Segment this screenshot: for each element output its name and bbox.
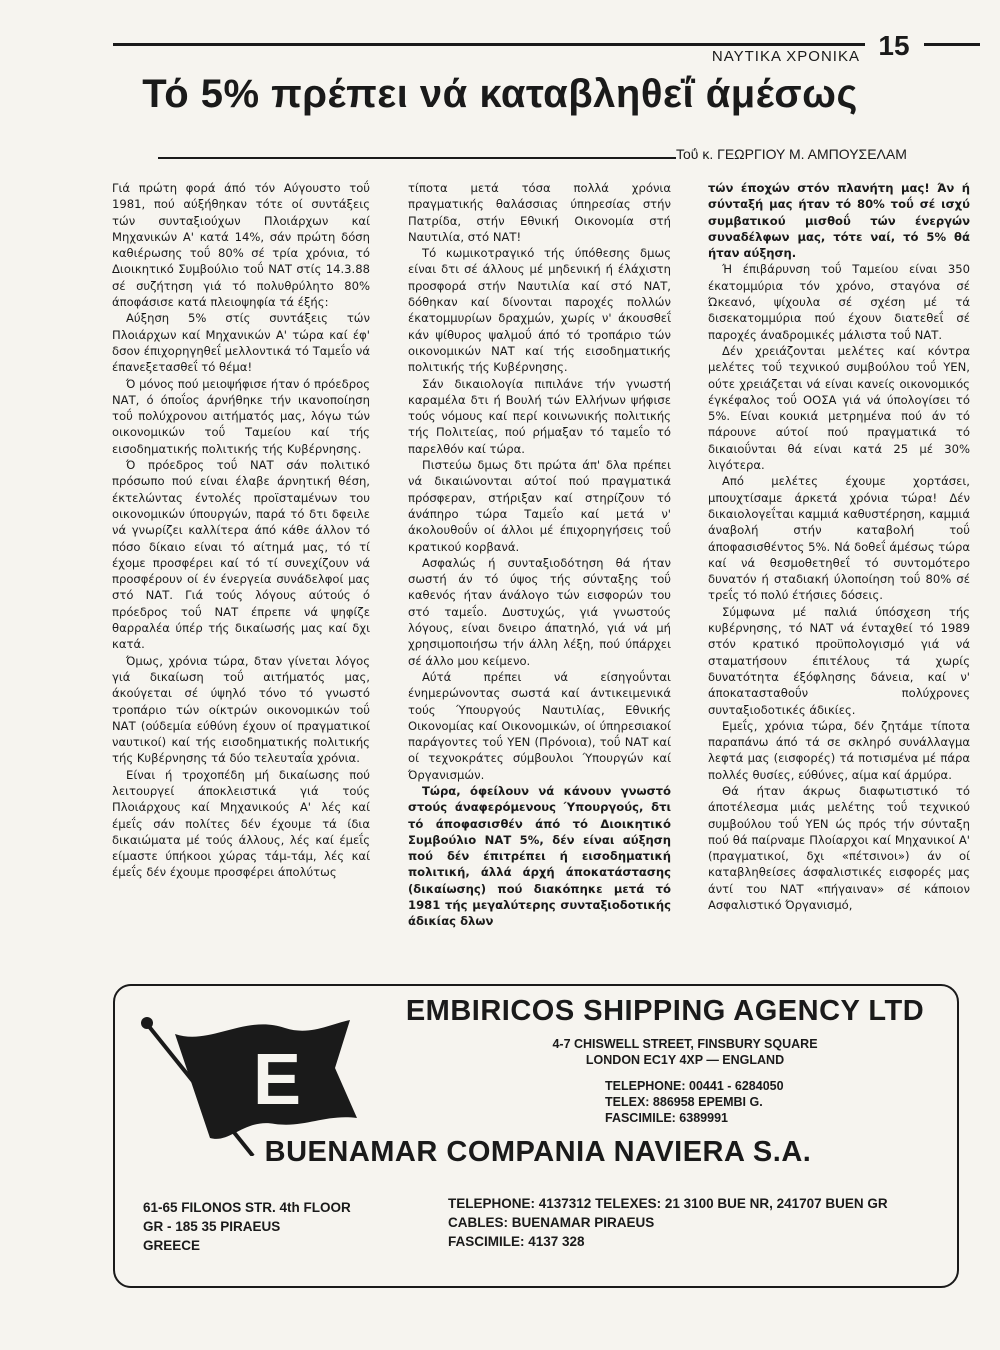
header-rule-left xyxy=(113,43,865,46)
ad-london-address xyxy=(505,1036,865,1068)
paragraph: Είναι ή τροχοπέδη μή δικαίωσης πού λειτουργεί άποκλειστικά γιά τούς Πλοιάρχους καί Μηχανικούς Α' λές καί έμεΐς σάν πολίτες δέν έχουμε τά ίδια δικαιώματα μέ τούς άλλους, λές καί έμεΐς είμαστε ύπήκοοι χώρας τάμ-τάμ, λές καί έμεΐς δέν έχουμε προσφέρει άπολύτως xyxy=(112,767,370,880)
contact-line: TELEPHONE: 4137312 TELEXES: 21 3100 BUE NR, 241707 BUEN GR xyxy=(448,1196,888,1211)
contact-line: CABLES: BUENAMAR PIRAEUS xyxy=(448,1215,655,1230)
paragraph: τών έποχών στόν πλανήτη μας! Άν ή σύνταξή μας ήταν τό 80% τοΰ σέ ισχύ συμβατικού μισθοΰ τών ένεργών συναδέλφων μας, τότε ναί, τό 5% θά ήταν αύξηση. xyxy=(708,181,970,261)
contact-line: FASCIMILE: 6389991 xyxy=(605,1111,728,1125)
byline-rule xyxy=(158,157,676,159)
paragraph: Σύμφωνα μέ παλιά ύπόσχεση τής κυβέρνησης, τό ΝΑΤ νά ένταχθεί τό 1989 στόν κρατικό προϋπολογισμό γιά νά σταματήσουν έπιτέλους τά χωρίς δυνατότητα έξόφλησης δάνεια, καί ν' άποκατασταθοΰν πολύχρονες συνταξιοδοτικές άδικίες. xyxy=(708,604,970,717)
paragraph: Ό πρόεδρος τοΰ ΝΑΤ σάν πολιτικό πρόσωπο πού είναι έλαβε άρνητική θέση, έκτελώντας έντολές προϊσταμένων του οικονομικών ύπουργών, παρά τό δτι δφειλε νά γνωρίζει καλλίτερα άπό κάθε άλλον τό πόσο δίκαιο είναι τό αίτημά μας, τό τί έχομε προσφέρει καί τό τί συνεχίζουν νά προσφέρουν οί έν ένεργεία συνάδελφοί μας στό ΝΑΤ. Γιά τούς λόγους αύτούς ό πρόεδρος τοΰ ΝΑΤ έπρεπε νά ψηφίζε θαρραλέα ύπέρ τής δικαίωσής μας καί δχι κατά. xyxy=(112,458,370,652)
flag-logo-icon xyxy=(135,1006,360,1156)
paragraph: Ό μόνος πού μειοψήφισε ήταν ό πρόεδρος ΝΑΤ, ό όποΐος άρνήθηκε τήν ικανοποίηση τοΰ πολύχρονου αιτήματός μας, λόγω τών οικονομικών τοΰ Ταμείου καί τής εισοδηματικής πολιτικής τής Κυβέρνησης. xyxy=(112,376,370,456)
advertisement-box xyxy=(113,984,959,1288)
address-line: 4-7 CHISWELL STREET, FINSBURY SQUARE xyxy=(552,1037,818,1051)
paragraph: Θά ήταν άκρως διαφωτιστικό τό άποτέλεσμα μιάς μελέτης τοΰ τεχνικού συμβούλου τοΰ ΥΕΝ ώς πρός τήν σύνταξη πού θά παίρναμε Πλοίαρχοι καί Μηχανικοί Α' (πραγματικοί, δχι «πέτσινοι») άν οί καταβληθείσες άσφαλιστικές εισφορές μας άντί του ΝΑΤ «πήγαιναν» σέ κάποιον Ασφαλιστικό Όργανισμό, xyxy=(708,783,970,913)
article-byline: Τοΰ κ. ΓΕΩΡΓΙΟΥ Μ. ΑΜΠΟΥΣΕΛΑΜ xyxy=(676,146,907,162)
paragraph: Τώρα, όφείλουν νά κάνουν γνωστό στούς άναφερόμενους Ύπουργούς, δτι τό άποφασισθέν άπό τό Διοικητικό Συμβούλιο ΝΑΤ 5%, δέν είναι αύξηση πού δέν έπιτρέπει ή εισοδηματική πολιτική, άλλά άρχή άποκατάστασης (δικαίωσης) πού διακόπηκε μετά τό 1981 τής μεγαλύτερης συνταξιοδοτικής άδικίας δλων xyxy=(408,783,671,929)
ad-company-embiricos: EMBIRICOS SHIPPING AGENCY LTD xyxy=(405,995,925,1027)
ad-piraeus-address xyxy=(143,1198,443,1255)
article-column-3 xyxy=(708,180,970,980)
header-rule-right xyxy=(924,43,980,46)
article-column-2 xyxy=(408,180,671,980)
contact-line: FASCIMILE: 4137 328 xyxy=(448,1234,585,1249)
paragraph: Αύξηση 5% στίς συντάξεις τών Πλοιάρχων καί Μηχανικών Α' τώρα καί έφ' δσον έπιχορηγηθεΐ μελλοντικά τό Ταμεΐο νά έπανεξετασθεΐ τό θέμα! xyxy=(112,311,370,375)
paragraph: Σάν δικαιολογία πιπιλάνε τήν γνωστή καραμέλα δτι ή Βουλή τών Ελλήνων ψήφισε τούς νόμους καί περί κοινωνικής πολιτικής τής Πολιτείας, πού ρήμαξαν τό ταμεΐο τό παρελθόν καί τώρα. xyxy=(408,376,671,456)
paragraph: Τό κωμικοτραγικό τής ύπόθεσης δμως είναι δτι σέ άλλους μέ μηδενική ή έλάχιστη προσφορά στήν Ναυτιλία καί στό ΝΑΤ, δόθηκαν καί δίνονται παροχές πολλών έκατομμυρίων δραχμών, χωρίς ν' άκουσθεΐ κάν ψίθυρος ψαλμοΰ άπό τό τροπάριο τών οικονομικών ΝΑΤ καί τής εισοδηματικής πολιτικής τής Κυβέρνησης. xyxy=(408,246,671,375)
paragraph: Ή έπιβάρυνση τοΰ Ταμείου είναι 350 έκατομμύρια τόν χρόνο, σταγόνα σέ Ώκεανό, ψίχουλα σέ σχέση μέ τά δισεκατομμύρια πού έχουν διατεθεΐ σέ παροχές άναδρομικές μάλιστα τοΰ ΝΑΤ. xyxy=(708,262,970,342)
paragraph: Πιστεύω δμως δτι πρώτα άπ' δλα πρέπει νά δικαιώνονται αύτοί πού πραγματικά πρόσφεραν, στήριξαν καί στηρίζουν τό άνάπηρο τώρα Ταμεΐο καί μετά ν' άκολουθοΰν οί άλλοι μέ έπιχορηγήσεις τοΰ κρατικού κορβανά. xyxy=(408,458,671,554)
contact-line: TELEX: 886958 EPEMBI G. xyxy=(605,1095,763,1109)
paragraph: Δέν χρειάζονται μελέτες καί κόντρα μελέτες τοΰ τεχνικού συμβούλου τοΰ ΥΕΝ, ούτε χρειάζεται νά είναι κανείς οικονομικός έγκέφαλος τοΰ ΟΟΣΑ γιά νά ύπολογίσει τό 5%. Είναι κουκιά μετρημένα πού άν τό πάρουνε αύτοί πού πραγματικά τό δικαιοΰνται θά είναι κατά 25 μέ 30% λιγότερα. xyxy=(708,343,970,473)
paragraph: Όμως, χρόνια τώρα, δταν γίνεται λόγος γιά δικαίωση τοΰ αιτήματός μας, άκούγεται σέ ύψηλό τόνο τό γνωστό τροπάριο τών οίκτρών οικονομικών τοΰ ΝΑΤ (ούδεμία εύθύνη έχουν οί πραγματικοί ναυτικοί) καί τής εισοδηματικής πολιτικής τής Κυβέρνησης τά δύο τελευταΐα χρόνια. xyxy=(112,653,370,766)
paragraph: Αύτά πρέπει νά είσηγοΰνται ένημερώνοντας σωστά καί άντικειμενικά τούς Ύπουργούς Ναυτιλίας, Εθνικής Οικονομίας καί Οικονομικών, οί ύπηρεσιακοί παράγοντες τοΰ ΥΕΝ (Πρόνοια), τοΰ ΝΑΤ καί οί τεχνοκράτες σύμβουλοι Ύπουργών καί Όργανισμών. xyxy=(408,669,671,782)
article-title: Τό 5% πρέπει νά καταβληθεΐ άμέσως xyxy=(142,72,858,116)
ad-london-contacts xyxy=(605,1078,905,1126)
article-column-1 xyxy=(112,180,370,980)
paragraph: Ασφαλώς ή συνταξιοδότηση θά ήταν σωστή άν τό ύψος τής σύνταξης τοΰ καθενός ήταν άνάλογο τών εισφορών του στό ταμεΐο. Δυστυχώς, γιά γνωστούς λόγους, είναι δνειρο άπατηλό, γιά νά μή χρησιμοποιήσω τήν άλλη λέξη, πού ύπάρχει σέ άλλο μου κείμενο. xyxy=(408,555,671,668)
paragraph: τίποτα μετά τόσα πολλά χρόνια πραγματικής θαλάσσιας ύπηρεσίας στήν Πατρίδα, στήν Εθνική Οικονομία στή Ναυτιλία, στό ΝΑΤ! xyxy=(408,181,671,244)
flag-letter: E xyxy=(252,1040,302,1120)
contact-line: TELEPHONE: 00441 - 6284050 xyxy=(605,1079,784,1093)
ad-company-buenamar: BUENAMAR COMPANIA NAVIERA S.A. xyxy=(264,1136,812,1168)
paragraph: Γιά πρώτη φορά άπό τόν Αύγουστο τοΰ 1981, πού αύξήθηκαν τότε οί συντάξεις τών συνταξιούχων Πλοιάρχων καί Μηχανικών Α' κατά 14%, σάν πρώτη δόση καθιέρωσης τοΰ 80% σέ τρία χρόνια, τό Διοικητικό Συμβούλιο τοΰ ΝΑΤ στίς 14.3.88 σέ συζήτηση γιά τό πολυθρύλητο 80% άποφάσισε κατά πλειοψηφία τά έξής: xyxy=(112,181,370,310)
page-number: 15 xyxy=(878,30,910,61)
paragraph: Εμεΐς, χρόνια τώρα, δέν ζητάμε τίποτα παραπάνω άπό τά σε σκληρό συνάλλαγμα λεφτά μας (εισφορές) τά ποτισμένα μέ πάρα πολλές θυσίες, εύθύνες, αίμα καί άρμύρα. xyxy=(708,718,970,782)
address-line: GR - 185 35 PIRAEUS xyxy=(143,1219,281,1234)
address-line: GREECE xyxy=(143,1238,201,1253)
address-line: LONDON EC1Y 4XP — ENGLAND xyxy=(585,1053,785,1067)
paragraph: Από μελέτες έχουμε χορτάσει, μπουχτίσαμε άρκετά χρόνια τώρα! Δέν δικαιολογεΐται καμμιά καθυστέρηση, καμμιά άναβολή στήν καταβολή τοΰ άποφασισθέντος 5%. Νά δοθεΐ άμέσως τώρα καί νά θεσμοθετηθεΐ τό συντομότερο δυνατόν ή σταδιακή ύλοποίηση τοΰ 80% σέ τρεΐς τό πολύ έτήσιες δόσεις. xyxy=(708,474,970,603)
magazine-name: ΝΑΥΤΙΚΑ ΧΡΟΝΙΚΑ xyxy=(711,48,860,65)
address-line: 61-65 FILONOS STR. 4th FLOOR xyxy=(143,1200,351,1215)
ad-piraeus-contacts xyxy=(448,1194,948,1251)
